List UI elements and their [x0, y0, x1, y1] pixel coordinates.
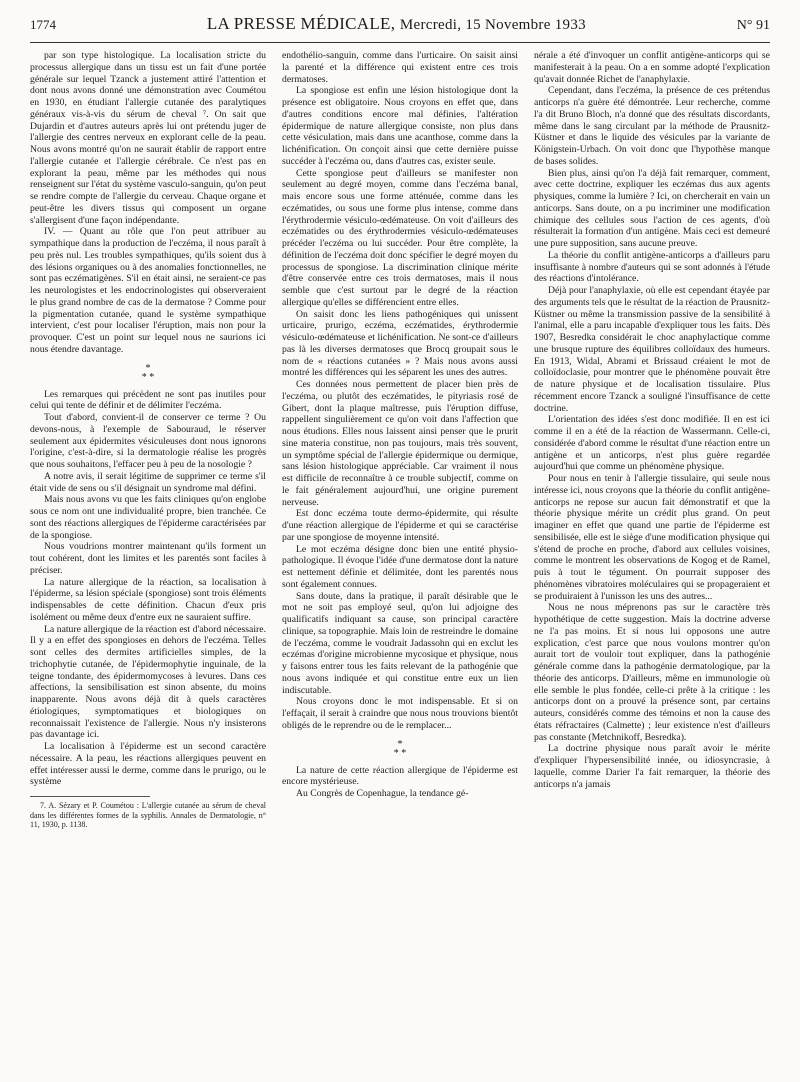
journal-title [207, 14, 586, 34]
section-separator: * * * [141, 362, 155, 383]
paragraph: Est donc eczéma toute dermo-épidermite, qui résulte d'une réaction allergique de l'épiderme et qui se caractérise par une spongiose de moyenne intensité. [282, 508, 518, 543]
issue-date: Mercredi, 15 Novembre 1933 [399, 17, 586, 33]
paragraph: Mais nous avons vu que les faits cliniques qu'on englobe sous ce nom ont une individualité propre, bien tranchée. Ce sont des réactions allergiques de l'épiderme caractérisées par de la spongiose. [30, 494, 266, 541]
column-3 [534, 50, 770, 1068]
issue-number: N° 91 [736, 18, 770, 33]
paragraph: endothélio-sanguin, comme dans l'urticaire. On saisit ainsi la parenté et la différence qui existent entre ces trois dermatoses. [282, 50, 518, 85]
paragraph: Tout d'abord, convient-il de conserver ce terme ? Ou devons-nous, à l'exemple de Sabouraud, le réserver seulement aux épidermites vésiculeuses dont nous ignorons l'origine, c'est-à-dire, si la dermatologie réalise les progrès que nous souhaitons, l'effacer peu à peu de la nosologie ? [30, 412, 266, 470]
paragraph: L'orientation des idées s'est donc modifiée. Il en est ici comme il en a été de la réaction de Wassermann. Celle-ci, considérée d'abord comme le résultat d'une réaction entre un antigène et un anticorps, n'est plus guère regardée aujourd'hui que comme un phénomène physique. [534, 414, 770, 473]
paragraph: La nature allergique de la réaction est d'abord nécessaire. Il y a en effet des spongioses en dehors de l'eczéma. Telles sont celles des dermites artificielles simples, de la trichophytie cutanée, de l'épidermophytie inguinale, de la teigne tondante, des épidermomycoses à levures. Dans ces affections, la sensibilisation est sinon absente, du moins inapparente. Nous avons déjà dit à quels caractères étiologiques, symptomatiques et biologiques on reconnaissait l'existence de l'allergie. Nous n'y insisterons pas davantage ici. [30, 623, 266, 741]
paragraph: A notre avis, il serait légitime de supprimer ce terme s'il était vide de sens ou s'il désignait un syndrome mal défini. [30, 470, 266, 494]
paragraph: Nous croyons donc le mot indispensable. Et si on l'effaçait, il serait à craindre que nous nous trouvions bientôt obligés de le reprendre ou de le remplacer... [282, 696, 518, 731]
paragraph: Les remarques qui précèdent ne sont pas inutiles pour celui qui tente de définir et de délimiter l'eczéma. [30, 388, 266, 412]
section-separator: * * * [393, 738, 407, 759]
footnote [30, 796, 266, 830]
page-header [30, 14, 770, 43]
paragraph: Cette spongiose peut d'ailleurs se manifester non seulement au degré moyen, comme dans l'eczéma banal, mais encore sous une forme atténuée, comme dans les eczématides, ou sous une forme plus intense, comme dans l'érythrodermie vésiculo-œdémateuse. On voit d'ailleurs des eczématides ou des érythrodermies vésiculo-œdémateuses précéder l'eczéma ou lui succéder. Pour être complète, la définition de l'eczéma doit donc spécifier le degré moyen du processus de spongiose. La discrimination clinique mérite d'être conservée entre ces trois dermatoses, mais il nous semble que c'est surtout par le degré de la réaction allergique qu'elles se différencient entre elles. [282, 167, 518, 308]
paragraph: La nature allergique de la réaction, sa localisation à l'épiderme, sa lésion spéciale (spongiose) sont trois éléments indispensables de cette définition. Chacun d'eux pris isolément ou même deux d'entre eux ne sauraient suffire. [30, 576, 266, 623]
paragraph: Cependant, dans l'eczéma, la présence de ces prétendus anticorps n'a guère été démontrée. Leur recherche, comme l'a dit Bruno Bloch, n'a donné que des résultats discordants, même dans le sang circulant par la méthode de Prausnitz-Küstner et dans le liquide des vésicules par la variante de Königstein-Urbach. On voit donc que l'hypothèse manque de bases solides. [534, 85, 770, 167]
paragraph: par son type histologique. La localisation stricte du processus allergique dans un tissu est un fait d'une portée générale sur lequel Tzanck a justement attiré l'attention et dont nous avons donné une démonstration avec Coumétou en 1930, en étudiant l'allergie cutanée des paralytiques généraux vis-à-vis du sérum de cheval ⁷. On sait que Dujardin et d'autres auteurs après lui ont prétendu juger de l'allergie des centres nerveux en explorant celle de la peau. Nous avons montré qu'on ne saurait établir de rapport entre l'allergie cutanée et l'allergie cérébrale. Ce n'est pas en explorant la peau, même par les méthodes qui nous renseignent sur l'état du système vasculo-sanguin, qu'on peut se rendre compte de l'allergie du cerveau. Chaque organe et peut-être les divers tissus qui composent un organe s'allergisent d'une façon indépendante. [30, 50, 266, 226]
paragraph: Déjà pour l'anaphylaxie, où elle est cependant étayée par des arguments tels que le résultat de la réaction de Prausnitz-Küstner ou même la transmission passive de la sensibilité à l'animal, elle a paru incapable d'expliquer tous les faits. Dès 1907, Besredka considérait le choc anaphylactique comme une brusque rupture des équilibres colloïdaux des humeurs. En 1913, Widal, Abrami et Brissaud créaient le mot de colloïdoclasie, pour montrer que le phénomène pouvait être de nature physique et de localisation tissulaire. Plus récemment encore Tzanck a souligné l'insuffisance de cette doctrine. [534, 285, 770, 414]
paragraph: Ces données nous permettent de placer bien près de l'eczéma, ou plutôt des eczématides, le pityriasis rosé de Gibert, dont la plaque maîtresse, puis l'éruption diffuse, rappellent singulièrement ce qu'on voit dans l'affection que nous étudions. Elles nous laissent ainsi penser que le prurit sine materia constitue, non pas toujours, mais très souvent, un symptôme spécial de l'allergie épidermique ou dermique, sans lésion histologique appréciable. Car vraiment il nous est difficile de reconnaître à ce trouble subjectif, comme on le fait généralement aujourd'hui, une origine purement nerveuse. [282, 379, 518, 508]
column-1 [30, 50, 266, 1068]
paragraph: La nature de cette réaction allergique de l'épiderme est encore mystérieuse. [282, 764, 518, 788]
paragraph: La localisation à l'épiderme est un second caractère nécessaire. A la peau, les réactions allergiques peuvent en effet intéresser aussi le derme, comme dans le prurigo, ou le système [30, 741, 266, 788]
paragraph: Bien plus, ainsi qu'on l'a déjà fait remarquer, comment, avec cette doctrine, expliquer les eczémas dus aux agents physiques, comme la lumière ? Ici, on chercherait en vain un anticorps. Sans doute, on a pu incriminer une modification chimique des cellules sous l'action de ces agents, d'où résulterait la formation d'un antigène. Mais ceci est demeuré une pure supposition, sans aucune preuve. [534, 167, 770, 249]
paragraph: IV. — Quant au rôle que l'on peut attribuer au sympathique dans la production de l'eczéma, il nous paraît à peu près nul. Les troubles sympathiques, qu'ils soient dus à des lésions organiques ou à des anomalies fonctionnelles, ne sont pas eczématigènes. S'il en était ainsi, ne seraient-ce pas les neurologistes et les endocrinologistes qui observeraient le plus grand nombre de cas de la dermatose ? Comme pour la pigmentation cutanée, quand le système sympathique intervient, c'est pour localiser l'éruption, mais non pour la provoquer. C'est un point sur lequel nous ne saurions ici nous étendre davantage. [30, 226, 266, 355]
paragraph: Le mot eczéma désigne donc bien une entité physio-pathologique. Il évoque l'idée d'une dermatose dont la nature est nettement définie et délimitée, dont les parentés nous sont également connues. [282, 543, 518, 590]
footnote-text: 7. A. Sézary et P. Coumétou : L'allergie cutanée au sérum de cheval dans les différentes formes de la syphilis. Annales de Dermatologie, n° 11, 1930, p. 1138. [30, 801, 266, 829]
paragraph: Nous voudrions montrer maintenant qu'ils forment un tout cohérent, dont les limites et les parentés sont faciles à préciser. [30, 541, 266, 576]
paragraph: Sans doute, dans la pratique, il paraît désirable que le mot ne soit pas employé seul, qu'on lui adjoigne des qualificatifs indiquant sa cause, son principal caractère clinique, sa topographie. Mais loin de restreindre le domaine de l'eczéma, comme le voudrait Jadassohn qui en exclut les eczémas d'origine microbienne mycosique et physique, nous y faisons entrer tous les faits relevant de la pathogénie que nous avons indiquée et qui constitue entre eux un lien indiscutable. [282, 590, 518, 696]
paragraph: La théorie du conflit antigène-anticorps a d'ailleurs paru insuffisante à nombre d'auteurs qui se sont adonnés à l'étude des réactions d'intolérance. [534, 249, 770, 285]
paragraph: Au Congrès de Copenhague, la tendance gé- [296, 788, 469, 799]
paragraph: nérale a été d'invoquer un conflit antigène-anticorps qui se manifesterait à la peau. On a en somme adopté l'explication qu'avait donnée Richet de l'anaphylaxie. [534, 50, 770, 85]
text-columns [30, 50, 770, 1068]
paragraph: La spongiose est enfin une lésion histologique dont la présence est obligatoire. Nous croyons en effet que, dans d'autres conditions encore mal définies, l'altération épidermique de nature allergique consiste, non plus dans cette vésiculation, mais dans une acanthose, comme dans la lichénification. On conçoit ainsi que cette dernière puisse succéder à l'eczéma ou, dans d'autres cas, exister seule. [282, 85, 518, 167]
page-number: 1774 [30, 17, 56, 32]
journal-name: LA PRESSE MÉDICALE, [206, 14, 396, 33]
paragraph: On saisit donc les liens pathogéniques qui unissent urticaire, prurigo, eczéma, eczématides, érythrodermie vésiculo-œdémateuse et lichénification. Ne sont-ce d'ailleurs pas là les diverses dermatoses que Brocq groupait sous le nom de « réactions cutanées » ? Mais nous avons aussi montré les différences qui les séparent les unes des autres. [282, 308, 518, 379]
paragraph: Nous ne nous méprenons pas sur le caractère très hypothétique de cette suggestion. Mais la doctrine adverse ne l'a pas moins. Et si nous lui opposons une autre explication, c'est parce que nous voulons montrer qu'on aurait tort de vouloir tout expliquer, dans la pathogénie générale comme dans la pathogénie dermatologique, par la théorie des anticorps. D'ailleurs, même en immunologie où elle semble le plus fondée, celle-ci prête à la critique : les anticorps dont on a prouvé la présence sont, par certains auteurs, considérés comme des témoins et non la cause des états réfractaires (Calmette) ; leur existence n'est d'ailleurs pas constante (Metchnikoff, Besredka). [534, 602, 770, 743]
column-2 [282, 50, 518, 1068]
paragraph: La doctrine physique nous paraît avoir le mérite d'expliquer l'hypersensibilité innée, ou idiosyncrasie, à laquelle, comme Darier l'a fait remarquer, la théorie des anticorps n'a jamais [534, 743, 770, 790]
paragraph: Pour nous en tenir à l'allergie tissulaire, qui seule nous intéresse ici, nous croyons que la théorie du conflit antigène-anticorps ne repose sur aucun fait démonstratif et que la théorie physique mérite un crédit plus grand. On peut imaginer en effet que quand une partie de l'épiderme est sensibilisée, elle est le siège d'une modification physique qui s'étend de proche en proche, d'abord aux cellules voisines, comme le montrent les observations de Kogog et de Ramel, puis à tout le tégument. On pourrait supposer des phénomènes vibratoires moléculaires qui se propageraient et se produiraient à l'unisson les uns des autres... [534, 473, 770, 602]
